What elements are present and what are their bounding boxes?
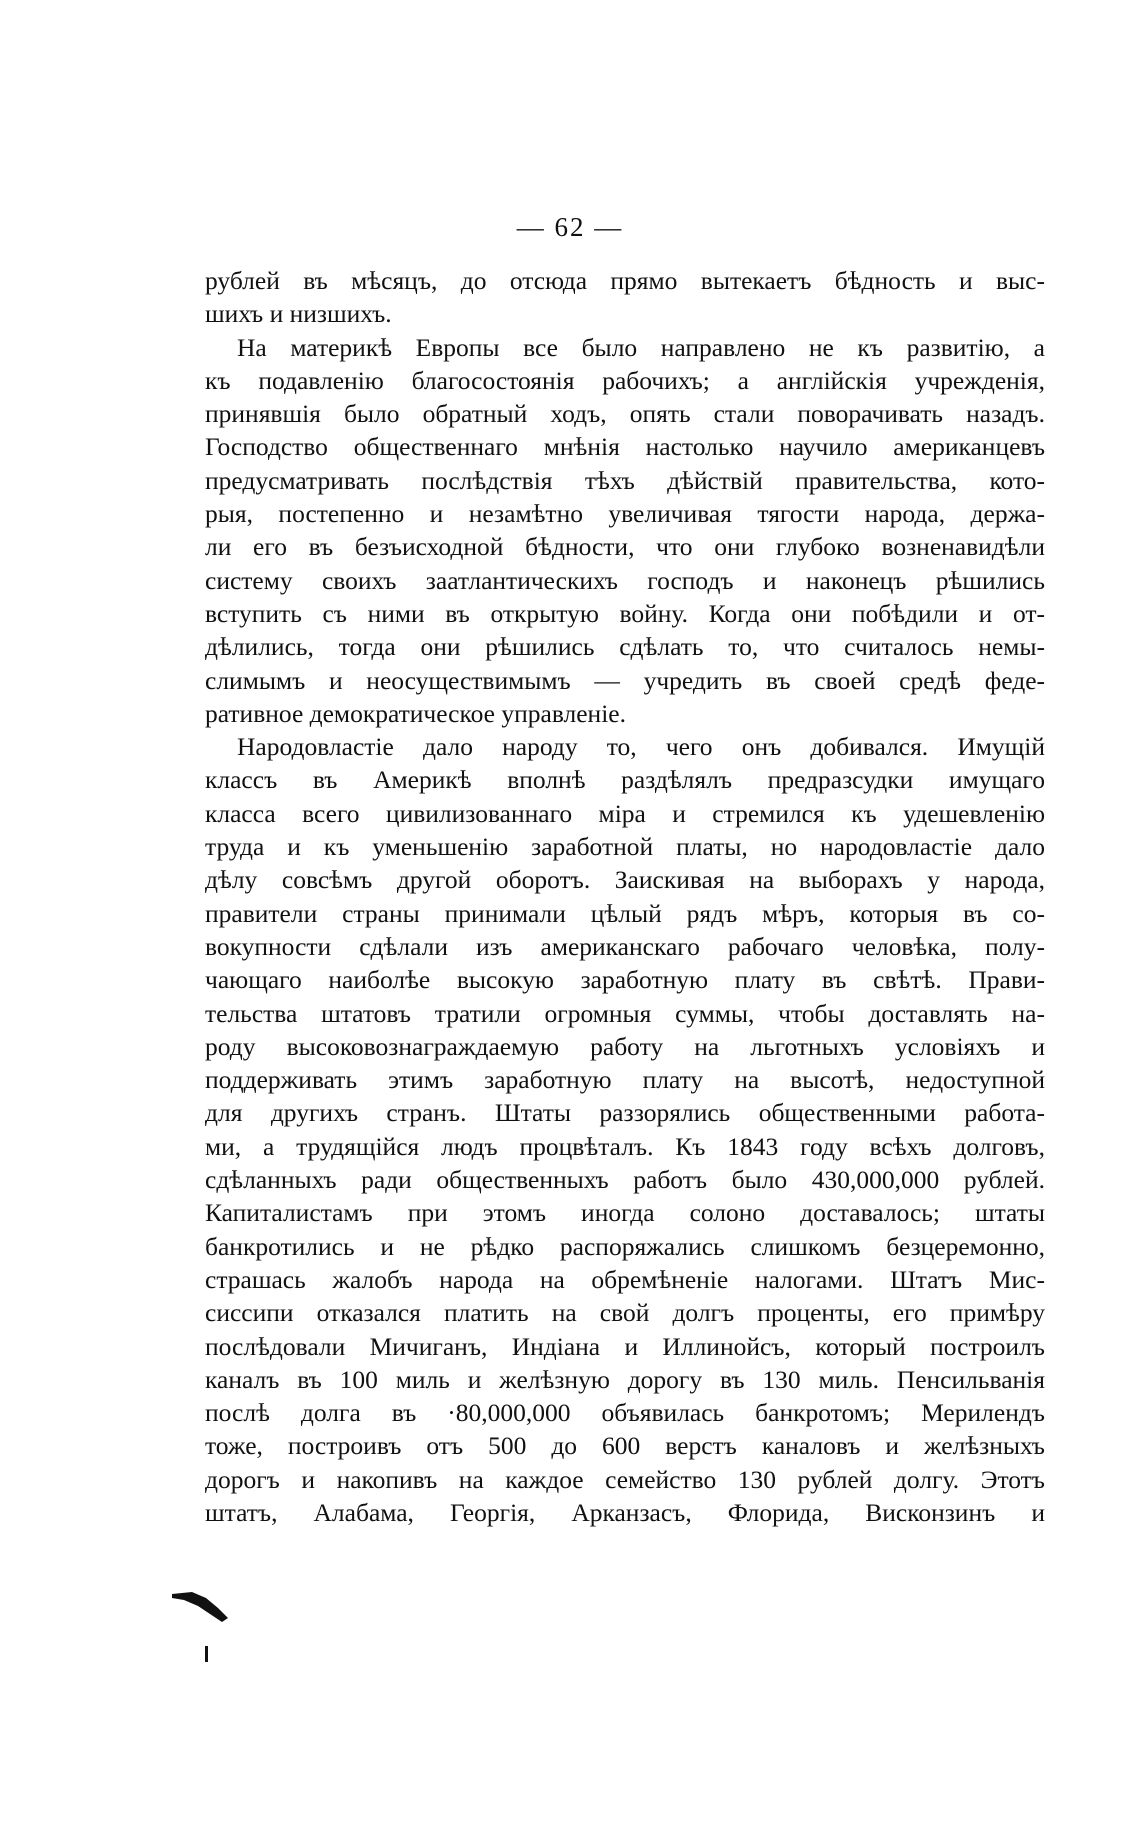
text-line: труда и къ уменьшенію заработной платы, но народовластіе дало <box>205 832 1045 862</box>
text-line: правители страны принимали цѣлый рядъ мѣръ, которыя въ со- <box>205 898 1045 928</box>
text-line: слимымъ и неосуществимымъ — учредить въ своей средѣ феде- <box>205 665 1045 695</box>
text-line: ративное демократическое управленіе. <box>205 698 626 728</box>
text-line: поддерживать этимъ заработную плату на высотѣ, недоступной <box>205 1065 1045 1095</box>
text-line: вокупности сдѣлали изъ американскаго рабочаго человѣка, полу- <box>205 931 1045 961</box>
text-line: ли его въ безъисходной бѣдности, что они глубоко возненавидѣли <box>205 532 1045 562</box>
text-line: сиссипи отказался платить на свой долгъ проценты, его примѣру <box>205 1298 1045 1328</box>
text-line: дорогъ и накопивъ на каждое семейство 130 рублей долгу. Этотъ <box>205 1464 1045 1494</box>
text-line: сдѣланныхъ ради общественныхъ работъ было 430,000,000 рублей. <box>205 1165 1045 1195</box>
text-line: классъ въ Америкѣ вполнѣ раздѣлялъ предразсудки имущаго <box>205 765 1045 795</box>
page-number: — 62 — <box>516 212 624 242</box>
text-line: ми, а трудящійся людъ процвѣталъ. Къ 1843 году всѣхъ долговъ, <box>205 1131 1045 1161</box>
text-line: каналъ въ 100 миль и желѣзную дорогу въ 130 миль. Пенсильванія <box>205 1364 1045 1394</box>
text-line: Господство общественнаго мнѣнія настолько научило американцевъ <box>205 432 1045 462</box>
text-line: штатъ, Алабама, Георгія, Арканзасъ, Флорида, Висконзинъ и <box>205 1497 1045 1527</box>
text-line: дѣлу совсѣмъ другой оборотъ. Заискивая на выборахъ у народа, <box>205 865 1045 895</box>
text-line: класса всего цивилизованнаго міра и стремился къ удешевленію <box>205 798 1045 828</box>
text-line: вступить съ ними въ открытую войну. Когда они побѣдили и от- <box>205 598 1045 628</box>
text-line: послѣдовали Мичиганъ, Индіана и Иллинойсъ, который построилъ <box>205 1331 1045 1361</box>
text-line: Капиталистамъ при этомъ иногда солоно доставалось; штаты <box>205 1198 1045 1228</box>
text-line: къ подавленію благосостоянія рабочихъ; а англійскія учрежденія, <box>205 365 1045 395</box>
text-line: принявшія было обратный ходъ, опять стали поворачивать назадъ. <box>205 399 1045 429</box>
text-line: предусматривать послѣдствія тѣхъ дѣйствій правительства, кото- <box>205 465 1045 495</box>
body-text <box>205 264 1045 1529</box>
text-line: рыя, постепенно и незамѣтно увеличивая тягости народа, держа- <box>205 499 1045 529</box>
text-line: систему своихъ заатлантическихъ господъ и наконецъ рѣшились <box>205 565 1045 595</box>
text-line: послѣ долга въ ·80,000,000 объявилась банкротомъ; Мерилендъ <box>205 1398 1045 1428</box>
text-line: роду высоковознаграждаемую работу на льготныхъ условіяхъ и <box>205 1031 1045 1061</box>
text-line: чающаго наиболѣе высокую заработную плату въ свѣтѣ. Прави- <box>205 965 1045 995</box>
text-line: банкротились и не рѣдко распоряжались слишкомъ безцеремонно, <box>205 1231 1045 1261</box>
ink-smudge-icon <box>170 1588 250 1678</box>
text-line: для другихъ странъ. Штаты раззорялись общественными работа- <box>205 1098 1045 1128</box>
text-line: шихъ и низшихъ. <box>205 299 392 329</box>
text-line: На материкѣ Европы все было направлено не къ развитію, а <box>237 332 1045 362</box>
text-line: рублей въ мѣсяцъ, до отсюда прямо вытекаетъ бѣдность и выс- <box>205 266 1045 295</box>
text-line: дѣлились, тогда они рѣшились сдѣлать то, что считалось немы- <box>205 632 1045 662</box>
text-line: тоже, построивъ отъ 500 до 600 верстъ каналовъ и желѣзныхъ <box>205 1431 1045 1461</box>
text-line: Народовластіе дало народу то, чего онъ добивался. Имущій <box>237 732 1045 762</box>
text-line: тельства штатовъ тратили огромныя суммы, чтобы доставлять на- <box>205 998 1045 1028</box>
text-line: страшась жалобъ народа на обремѣненіе налогами. Штатъ Мис- <box>205 1264 1045 1294</box>
